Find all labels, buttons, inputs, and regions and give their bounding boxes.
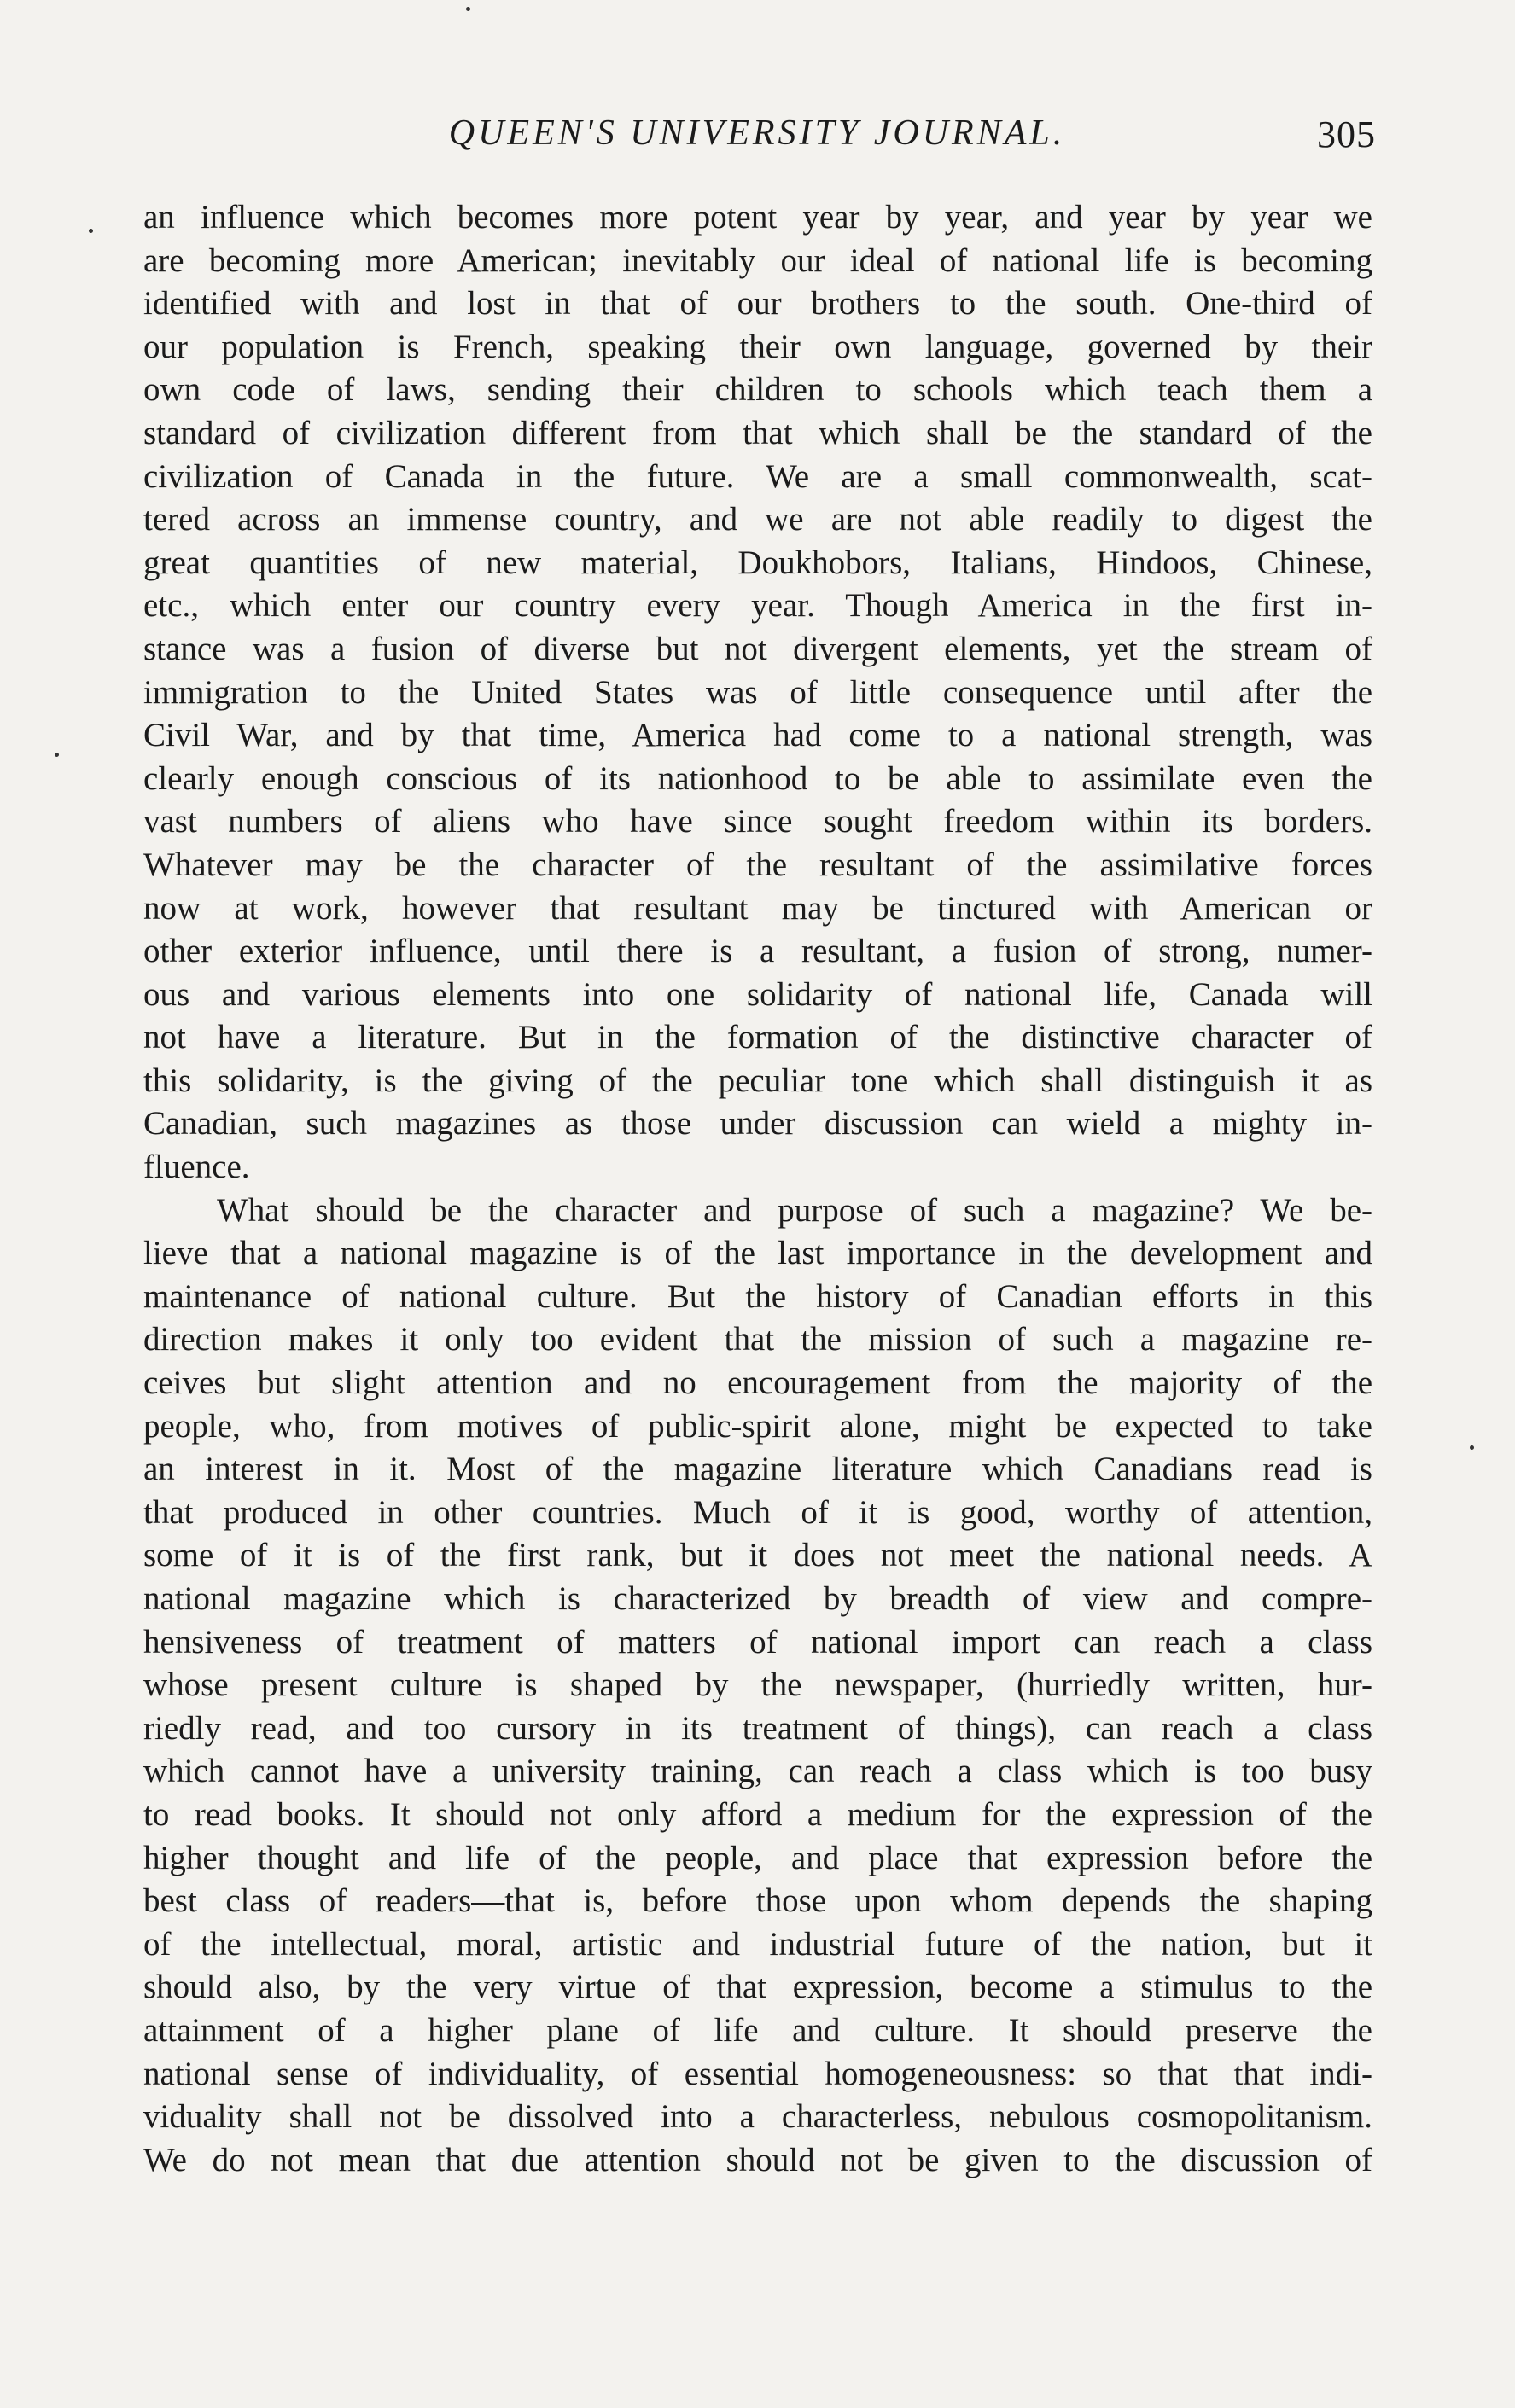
text-line: clearly enough conscious of its nationhood to be able to assimilate even the (143, 759, 1372, 797)
text-line: best class of readers—that is, before those upon whom depends the shaping (143, 1882, 1372, 1920)
text-line: not have a literature. But in the formation of the distinctive character of (143, 1019, 1372, 1056)
body-text (143, 196, 1372, 2182)
text-line: Canadian, such magazines as those under discussion can wield a mighty in- (143, 1105, 1372, 1143)
print-speck (55, 753, 59, 757)
text-line: great quantities of new material, Doukhobors, Italians, Hindoos, Chinese, (143, 544, 1372, 581)
text-line: this solidarity, is the giving of the peculiar tone which shall distinguish it as (143, 1061, 1372, 1099)
text-line: our population is French, speaking their own language, governed by their (143, 328, 1372, 365)
text-line: of the intellectual, moral, artistic and industrial future of the nation, but it (143, 1925, 1372, 1963)
text-line: fluence. (143, 1149, 250, 1186)
page-header (138, 108, 1376, 167)
text-line: attainment of a higher plane of life and culture. It should preserve the (143, 2011, 1372, 2049)
running-title: QUEEN'S UNIVERSITY JOURNAL. (448, 113, 1066, 153)
text-line: some of it is of the first rank, but it does not meet the national needs. A (143, 1537, 1372, 1574)
text-line: an interest in it. Most of the magazine literature which Canadians read is (143, 1451, 1372, 1488)
text-line: stance was a fusion of diverse but not divergent elements, yet the stream of (143, 630, 1372, 667)
text-line: are becoming more American; inevitably our ideal of national life is becoming (143, 241, 1372, 279)
text-line: whose present culture is shaped by the newspaper, (hurriedly written, hur- (143, 1666, 1372, 1704)
text-line: hensiveness of treatment of matters of national import can reach a class (143, 1623, 1372, 1661)
print-speck (466, 7, 470, 11)
text-line: viduality shall not be dissolved into a characterless, nebulous cosmopolitanism. (143, 2098, 1372, 2136)
text-line: Civil War, and by that time, America had come to a national strength, was (143, 717, 1372, 754)
text-line: We do not mean that due attention should not be given to the discussion of (143, 2141, 1372, 2178)
text-line: tered across an immense country, and we are not able readily to digest the (143, 501, 1372, 538)
text-line: maintenance of national culture. But the history of Canadian efforts in this (143, 1277, 1372, 1315)
text-line: direction makes it only too evident that the mission of such a magazine re- (143, 1321, 1372, 1358)
print-speck (1470, 1445, 1474, 1450)
page-number: 305 (1317, 113, 1376, 155)
text-line: civilization of Canada in the future. We are a small commonwealth, scat- (143, 457, 1372, 495)
text-line: to read books. It should not only afford a medium for the expression of the (143, 1795, 1372, 1833)
text-line: lieve that a national magazine is of the last importance in the development and (143, 1235, 1372, 1272)
text-line: an influence which becomes more potent year by year, and year by year we (143, 199, 1372, 236)
text-line: national sense of individuality, of essential homogeneousness: so that that indi- (143, 2055, 1372, 2092)
text-line: ous and various elements into one solidarity of national life, Canada will (143, 975, 1372, 1013)
paragraph-2 (143, 1189, 1372, 2183)
text-line: Whatever may be the character of the resultant of the assimilative forces (143, 846, 1372, 883)
text-line: standard of civilization different from that which shall be the standard of the (143, 414, 1372, 451)
text-line: people, who, from motives of public-spirit alone, might be expected to take (143, 1407, 1372, 1445)
text-line: national magazine which is characterized by breadth of view and compre- (143, 1580, 1372, 1617)
text-line: vast numbers of aliens who have since sought freedom within its borders. (143, 803, 1372, 840)
text-line: riedly read, and too cursory in its treatment of things), can reach a class (143, 1709, 1372, 1747)
text-line: ceives but slight attention and no encouragement from the majority of the (143, 1364, 1372, 1402)
text-line: now at work, however that resultant may be tinctured with American or (143, 889, 1372, 927)
text-line: should also, by the very virtue of that expression, become a stimulus to the (143, 1969, 1372, 2006)
print-speck (89, 229, 93, 233)
text-line: etc., which enter our country every year. Though America in the first in- (143, 587, 1372, 625)
text-line: own code of laws, sending their children to schools which teach them a (143, 371, 1372, 409)
text-line: other exterior influence, until there is a resultant, a fusion of strong, numer- (143, 933, 1372, 970)
text-line: higher thought and life of the people, and place that expression before the (143, 1839, 1372, 1876)
paragraph-1 (143, 196, 1372, 1189)
text-line: which cannot have a university training, can reach a class which is too busy (143, 1753, 1372, 1790)
text-line: immigration to the United States was of little consequence until after the (143, 673, 1372, 711)
text-line: identified with and lost in that of our brothers to the south. One-third of (143, 285, 1372, 323)
text-line: that produced in other countries. Much of it is good, worthy of attention, (143, 1493, 1372, 1531)
text-line: What should be the character and purpose of such a magazine? We be- (217, 1191, 1372, 1229)
